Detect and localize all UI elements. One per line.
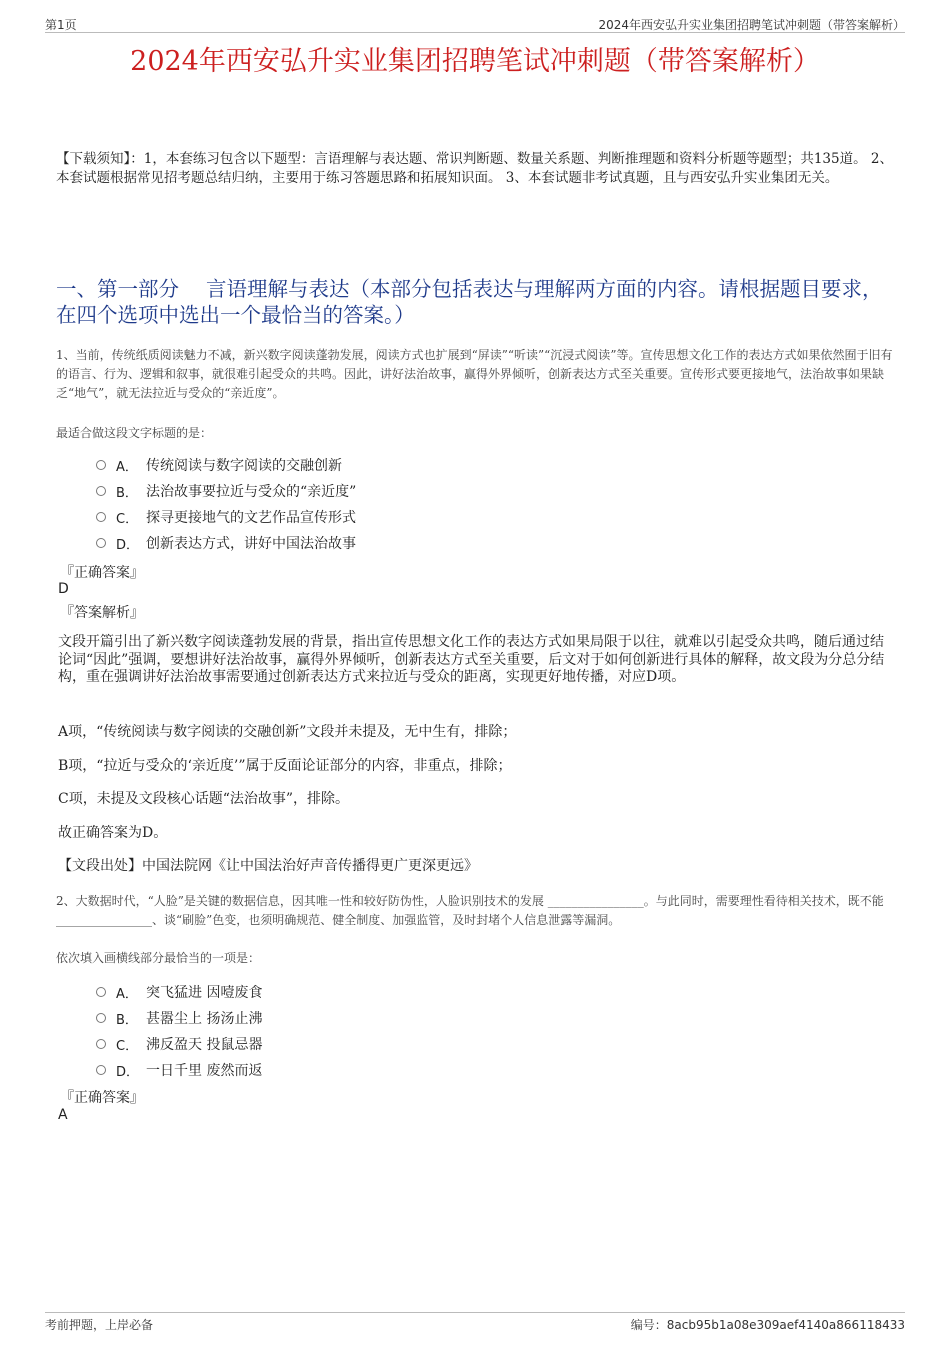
question-2-prompt: 依次填入画横线部分最恰当的一项是： — [56, 951, 261, 965]
option-letter: D． — [116, 1064, 140, 1080]
option-b[interactable] — [96, 478, 356, 504]
correct-answer: D — [58, 581, 69, 597]
option-letter: D． — [116, 537, 140, 553]
option-letter: C． — [116, 1038, 139, 1054]
option-b[interactable] — [96, 1005, 262, 1031]
analysis-text: 文段开篇引出了新兴数字阅读蓬勃发展的背景，指出宣传思想文化工作的表达方式如果局限于以往，就难以引起受众共鸣，随后通过结论词“因此”强调，要想讲好法治故事，赢得外界倾听，创新表达方式至关重要，后文对于如何创新进行具体的解释，故文段为分总分结构，重在强调讲好法治故事需要通过创新表达方式来拉近与受众的距离，实现更好地传播，对应D项。 — [58, 634, 885, 685]
option-text: 突飞猛进 因噎废食 — [146, 985, 263, 1001]
option-text: 沸反盈天 投鼠忌器 — [146, 1037, 263, 1053]
header-doc-title: 2024年西安弘升实业集团招聘笔试冲刺题（带答案解析） — [598, 18, 905, 32]
section-heading: 一、第一部分 言语理解与表达（本部分包括表达与理解两方面的内容。请根据题目要求，在四个选项中选出一个最恰当的答案。） — [56, 277, 883, 327]
option-text: 一日千里 废然而返 — [146, 1063, 263, 1079]
radio-icon[interactable] — [96, 1065, 106, 1075]
radio-icon[interactable] — [96, 486, 106, 496]
analysis-option-c: C项，未提及文段核心话题“法治故事”，排除。 — [58, 791, 350, 807]
analysis-conclusion: 故正确答案为D。 — [58, 825, 168, 841]
footer-serial: 编号：8acb95b1a08e309aef4140a866118433 — [630, 1318, 905, 1332]
analysis-option-b: B项，“拉近与受众的‘亲近度’”属于反面论证部分的内容，非重点，排除； — [58, 758, 512, 774]
question-1-options — [96, 452, 356, 556]
page-number: 第1页 — [45, 18, 77, 32]
text-source: 【文段出处】中国法院网《让中国法治好声音传播得更广更深更远》 — [58, 858, 478, 874]
option-a[interactable] — [96, 979, 262, 1005]
option-text: 甚嚣尘上 扬汤止沸 — [146, 1011, 263, 1027]
option-d[interactable] — [96, 530, 356, 556]
question-1-text: 1、当前，传统纸质阅读魅力不减，新兴数字阅读蓬勃发展，阅读方式也扩展到“屏读”“听读”“沉浸式阅读”等。宣传思想文化工作的表达方式如果依然囿于旧有的语言、行为、逻辑和叙事，就很难引起受众的共鸣。因此，讲好法治故事，赢得外界倾听，创新表达方式至关重要。宣传形式要更接地气，法治故事如果缺乏“地气”，就无法拉近与受众的“亲近度”。 — [56, 348, 893, 400]
page-title: 2024年西安弘升实业集团招聘笔试冲刺题（带答案解析） — [130, 46, 820, 77]
option-text: 探寻更接地气的文艺作品宣传形式 — [146, 510, 356, 526]
option-text: 创新表达方式，讲好中国法治故事 — [146, 536, 356, 552]
radio-icon[interactable] — [96, 512, 106, 522]
radio-icon[interactable] — [96, 1039, 106, 1049]
option-letter: A． — [116, 459, 138, 475]
download-notice: 【下载须知】：1，本套练习包含以下题型：言语理解与表达题、常识判断题、数量关系题、判断推理题和资料分析题等题型；共135道。 2、本套试题根据常见招考题总结归纳，主要用于练习答题思路和拓展知识面。 3、本套试题非考试真题，且与西安弘升实业集团无关。 — [56, 151, 893, 186]
analysis-option-a: A项，“传统阅读与数字阅读的交融创新”文段并未提及，无中生有，排除； — [58, 724, 517, 740]
question-1-prompt: 最适合做这段文字标题的是： — [56, 426, 213, 440]
question-2-text: 2、大数据时代，“人脸”是关键的数据信息，因其唯一性和较好防伪性，人脸识别技术的发展 ________________。与此同时，需要理性看待相关技术，既不能 ________________、谈“刷脸”色变，也须明确规范、健全制度、加强监管，及时封堵个人信息泄露等漏洞。 — [56, 894, 884, 927]
question-2-options — [96, 979, 262, 1083]
option-c[interactable] — [96, 504, 356, 530]
correct-answer: A — [58, 1107, 68, 1123]
option-letter: B． — [116, 1012, 138, 1028]
option-text: 传统阅读与数字阅读的交融创新 — [146, 458, 342, 474]
page-footer — [45, 1312, 905, 1332]
radio-icon[interactable] — [96, 538, 106, 548]
option-letter: B． — [116, 485, 138, 501]
option-text: 法治故事要拉近与受众的“亲近度” — [146, 484, 357, 500]
analysis-label: 『答案解析』 — [60, 605, 144, 621]
footer-slogan: 考前押题，上岸必备 — [45, 1318, 154, 1332]
radio-icon[interactable] — [96, 1013, 106, 1023]
correct-answer-label: 『正确答案』 — [60, 1090, 144, 1106]
correct-answer-label: 『正确答案』 — [60, 565, 144, 581]
option-c[interactable] — [96, 1031, 262, 1057]
radio-icon[interactable] — [96, 460, 106, 470]
page-header — [45, 14, 905, 33]
option-letter: A． — [116, 986, 138, 1002]
radio-icon[interactable] — [96, 987, 106, 997]
option-letter: C． — [116, 511, 139, 527]
option-d[interactable] — [96, 1057, 262, 1083]
option-a[interactable] — [96, 452, 356, 478]
